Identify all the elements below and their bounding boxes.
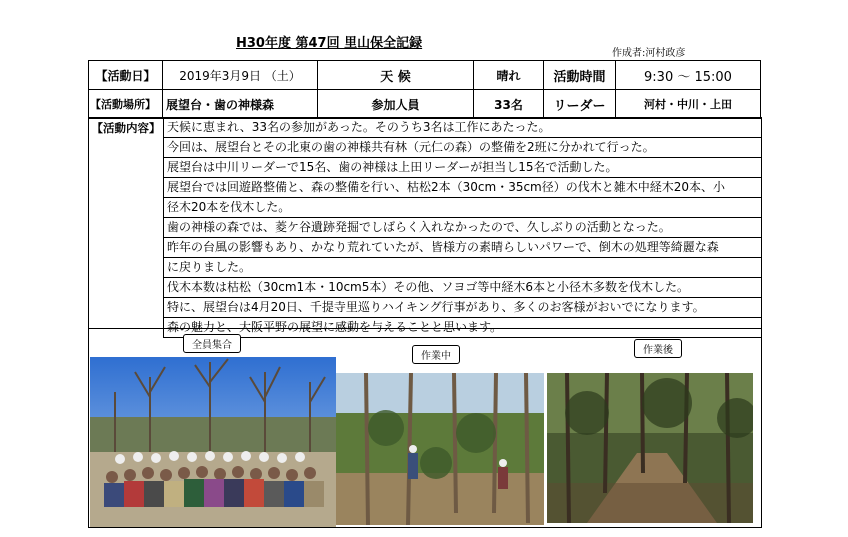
info-table	[88, 60, 761, 119]
weather-label: 天 候	[318, 61, 474, 90]
people-label: 参加人員	[318, 90, 474, 119]
activity-line: 展望台では回遊路整備と、森の整備を行い、枯松2本（30cm・35cm径）の伐木と雑木中経木20本、小	[163, 178, 761, 198]
activity-line: 天候に恵まれ、33名の参加があった。そのうち3名は工作にあたった。	[163, 118, 761, 138]
leader-value: 河村・中川・上田	[616, 90, 761, 119]
activity-section	[88, 117, 762, 334]
weather-value: 晴れ	[474, 61, 544, 90]
author: 作成者:河村政彦	[612, 48, 686, 59]
page-title: H30年度 第47回 里山保全記録	[236, 36, 423, 51]
activity-line: 今回は、展望台とその北東の歯の神様共有林（元仁の森）の整備を2班に分かれて行った。	[163, 138, 761, 158]
activity-line: に戻りました。	[163, 258, 761, 278]
photos-section	[88, 328, 762, 528]
date-label: 【活動日】	[89, 61, 163, 90]
activity-line: 森の魅力と、大阪平野の展望に感動を与えることと思います。	[163, 318, 761, 338]
time-label: 活動時間	[544, 61, 616, 90]
place-value: 展望台・歯の神様森	[163, 90, 318, 119]
info-row-place	[89, 90, 761, 119]
activity-line: 特に、展望台は4月20日、千提寺里巡りハイキング行事があり、多くのお客様がおいでになります。	[163, 298, 761, 318]
info-row-date	[89, 61, 761, 90]
activity-lines	[163, 118, 761, 338]
activity-line: 伐木本数は枯松（30cm1本・10cm5本）その他、ソヨゴ等中経木6本と小径木多数を伐木した。	[163, 278, 761, 298]
date-value: 2019年3月9日 （土）	[163, 61, 318, 90]
activity-line: 昨年の台風の影響もあり、かなり荒れていたが、皆様方の素晴らしいパワーで、倒木の処理等綺麗な森	[163, 238, 761, 258]
place-label: 【活動場所】	[89, 90, 163, 119]
people-value: 33名	[474, 90, 544, 119]
after-photo	[547, 373, 753, 523]
activity-label: 【活動内容】	[91, 121, 161, 135]
activity-line: 歯の神様の森では、菱ケ谷遺跡発掘でしばらく入れなかったので、久しぶりの活動となった。	[163, 218, 761, 238]
activity-line: 径木20本を伐木した。	[163, 198, 761, 218]
leader-label: リーダー	[544, 90, 616, 119]
time-value: 9:30 ～ 15:00	[616, 61, 761, 90]
activity-line: 展望台は中川リーダーで15名、歯の神様は上田リーダーが担当し15名で活動した。	[163, 158, 761, 178]
photo-caption-working: 作業中	[412, 345, 460, 364]
working-photo	[336, 373, 544, 525]
photo-caption-group: 全員集合	[183, 334, 241, 353]
photo-caption-after: 作業後	[634, 339, 682, 358]
group-photo	[90, 357, 336, 527]
